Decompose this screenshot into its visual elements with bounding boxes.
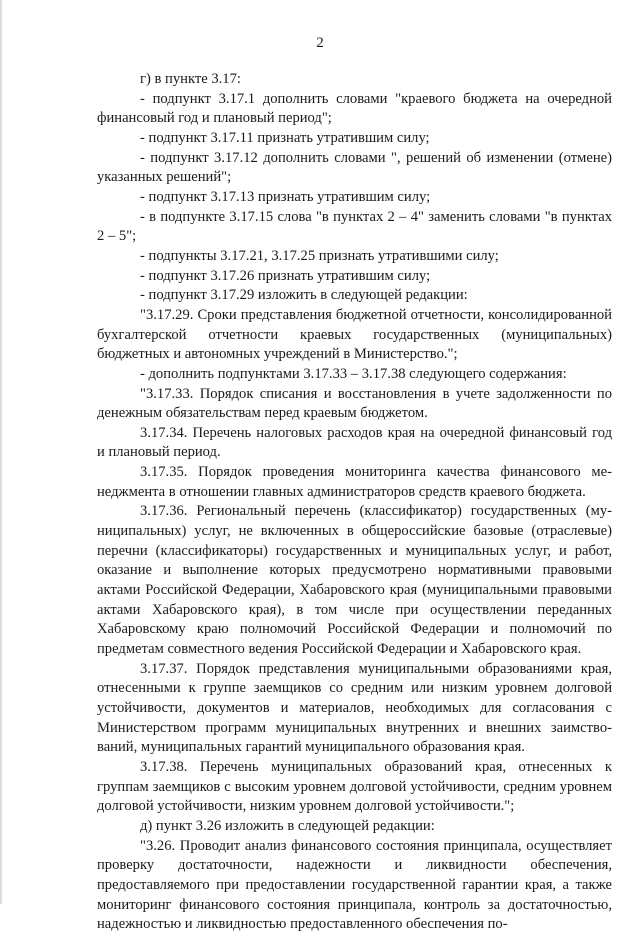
paragraph-3-17-35: 3.17.35. Порядок проведения мониторинга качества финансового менеджмента в отношении главных администраторов средств краевого бюджета. — [97, 464, 612, 500]
paragraph-item-g: г) в пункте 3.17: — [140, 71, 241, 87]
paragraph-3-17-13: - подпункт 3.17.13 признать утратившим силу; — [140, 188, 431, 205]
paragraph-3-17-38: 3.17.38. Перечень муниципальных образований края, отнесенных к группам заемщиков с высоким уровнем долговой устойчивости, средним уровнем долговой устойчивости, низким уровнем долговой устойчивости."; — [97, 758, 612, 815]
page-number: 2 — [316, 35, 324, 51]
paragraph-3-17-1: - подпункт 3.17.1 дополнить словами "краевого бюджета на очередной финансовый год и плановый период"; — [97, 90, 612, 127]
paragraph-3-17-11: - подпункт 3.17.11 признать утратившим силу; — [140, 129, 430, 146]
paragraph-3-17-26: - подпункт 3.17.26 признать утратившим силу; — [140, 267, 431, 284]
paragraph-3-17-33: "3.17.33. Порядок списания и восстановления в учете задолженности по денежным обязательствам перед краевым бюджетом. — [97, 385, 612, 422]
paragraph-3-17-36: 3.17.36. Региональный перечень (классификатор) государственных (муниципальных) услуг, не включенных в общероссийские базовые (отраслевые) перечни (классификаторы) государственных и муниципальных услуг, и работ, оказание и выполнение которых предусмотрено нормативными правовыми актами Российской Федерации, Хабаровского края (муниципальными правовыми актами Хабаровского края), в том числе при осуществлении переданных Хабаровскому краю полномочий Российской Федерации и полномочий по предметам совместного ведения Российской Федерации и Хабаровского края. — [97, 503, 612, 658]
paragraph-3-17-12: - подпункт 3.17.12 дополнить словами ", решений об изменении (отмене) указанных решений"; — [97, 149, 612, 186]
paragraph-add-3-17-33-38: - дополнить подпунктами 3.17.33 – 3.17.38 следующего содержания: — [140, 365, 567, 382]
paragraph-3-17-29-text: "3.17.29. Сроки представления бюджетной отчетности, консолидированной бухгалтерской отчетности краевых государственных (муниципальных) бюджетных и автономных учреждений в Министерство."; — [97, 306, 612, 363]
paragraph-3-17-34: 3.17.34. Перечень налоговых расходов края на очередной финансовый год и плановый период. — [97, 424, 612, 461]
document-body — [97, 70, 612, 935]
paragraph-item-d: д) пункт 3.26 изложить в следующей редакции: — [140, 817, 435, 834]
paragraph-3-17-21-25: - подпункты 3.17.21, 3.17.25 признать утратившими силу; — [140, 247, 499, 264]
paragraph-3-17-15: - в подпункте 3.17.15 слова "в пунктах 2 – 4" заменить словами "в пунктах 2 – 5"; — [97, 208, 612, 245]
scan-edge-shadow — [0, 0, 3, 904]
paragraph-3-26: "3.26. Проводит анализ финансового состояния принципала, осуществляет проверку достаточности, надежности и ликвидности обеспечения, предоставляемого при предоставлении государственной гарантии края, а также мониторинг финансового состояния принципала, контроль за достаточностью, надежностью и ликвидностью предоставленного обеспечения по- — [97, 837, 612, 933]
paragraph-3-17-37: 3.17.37. Порядок представления муниципальными образованиями края, отнесенными к группе заемщиков со средним или низким уровнем долговой устойчивости, документов и материалов, необходимых для согласования с Министерством программ муниципальных внутренних и внешних заимствований, муниципальных гарантий муниципального образования края. — [97, 660, 612, 756]
paragraph-3-17-29-intro: - подпункт 3.17.29 изложить в следующей редакции: — [140, 287, 468, 304]
